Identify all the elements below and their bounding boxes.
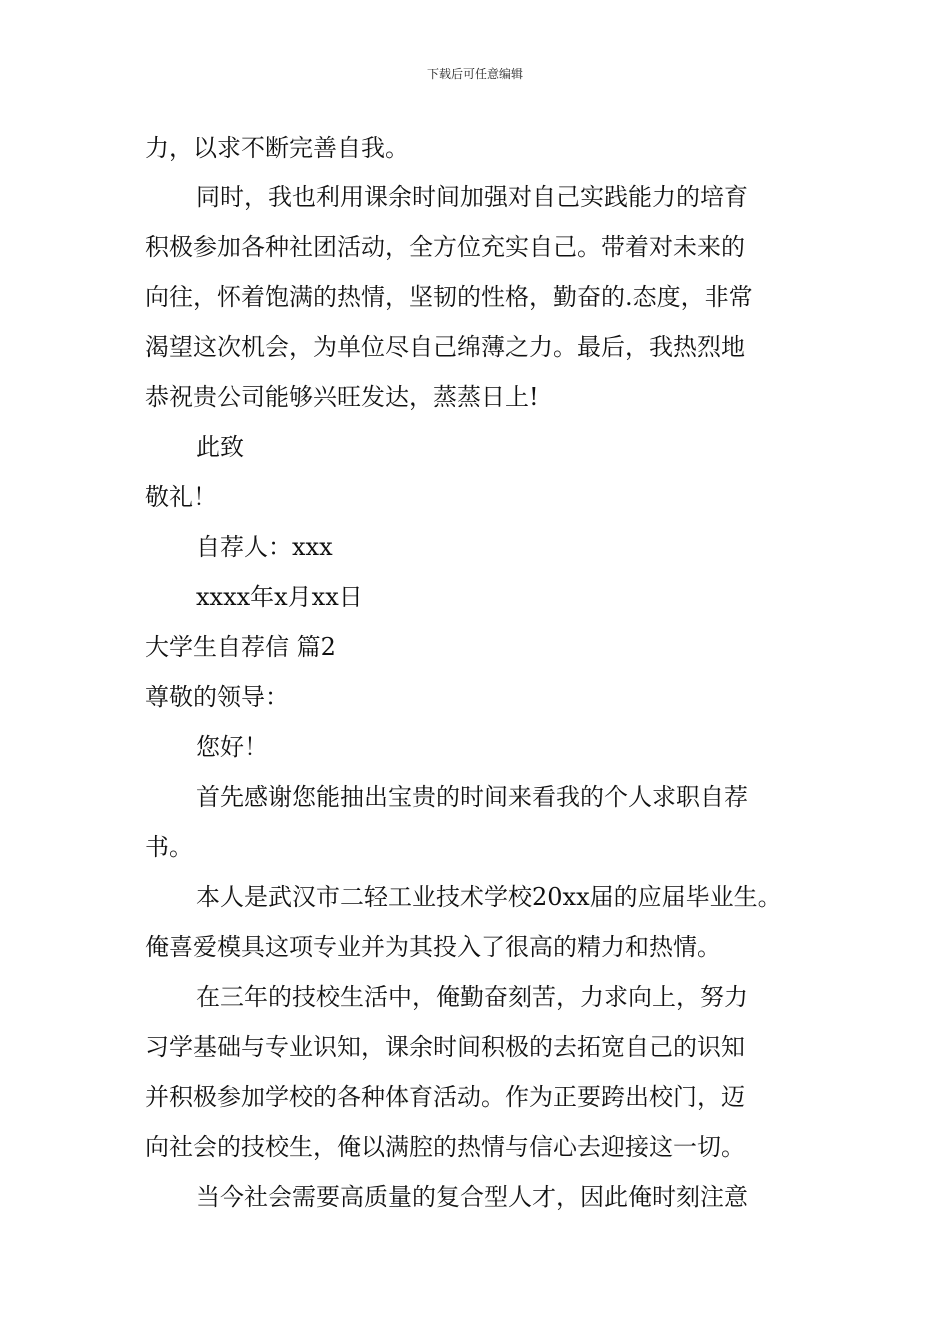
text-line: xxxx年x月xx日 xyxy=(196,583,363,611)
text-line: 习学基础与专业识知，课余时间积极的去拓宽自己的识知 xyxy=(145,1033,745,1061)
text-line: 向往，怀着饱满的热情，坚韧的性格，勤奋的.态度，非常 xyxy=(145,283,753,311)
text-line: 在三年的技校生活中，俺勤奋刻苦，力求向上，努力 xyxy=(196,983,748,1011)
text-line: 恭祝贵公司能够兴旺发达，蒸蒸日上! xyxy=(145,383,539,411)
text-line: 向社会的技校生，俺以满腔的热情与信心去迎接这一切。 xyxy=(145,1133,745,1161)
text-line: 渴望这次机会，为单位尽自己绵薄之力。最后，我热烈地 xyxy=(145,333,745,361)
page-header: 下载后可任意编辑 xyxy=(426,67,523,81)
text-line: 书。 xyxy=(145,833,193,861)
section-title: 大学生自荐信 篇2 xyxy=(145,633,336,661)
text-line: 当今社会需要高质量的复合型人才，因此俺时刻注意 xyxy=(196,1183,748,1211)
text-line: 尊敬的领导： xyxy=(145,683,289,711)
text-line: 您好！ xyxy=(196,733,268,761)
text-line: 自荐人：xxx xyxy=(196,533,333,561)
text-line: 力，以求不断完善自我。 xyxy=(145,134,409,162)
text-line: 本人是武汉市二轻工业技术学校20xx届的应届毕业生。 xyxy=(196,883,782,911)
text-line: 敬礼！ xyxy=(145,483,217,511)
text-line: 同时，我也利用课余时间加强对自己实践能力的培育 xyxy=(196,183,748,211)
text-line: 俺喜爱模具这项专业并为其投入了很高的精力和热情。 xyxy=(145,933,721,961)
text-line: 首先感谢您能抽出宝贵的时间来看我的个人求职自荐 xyxy=(196,783,748,811)
text-line: 此致 xyxy=(196,433,244,461)
text-line: 积极参加各种社团活动，全方位充实自己。带着对未来的 xyxy=(145,233,745,261)
text-line: 并积极参加学校的各种体育活动。作为正要跨出校门，迈 xyxy=(145,1083,745,1111)
